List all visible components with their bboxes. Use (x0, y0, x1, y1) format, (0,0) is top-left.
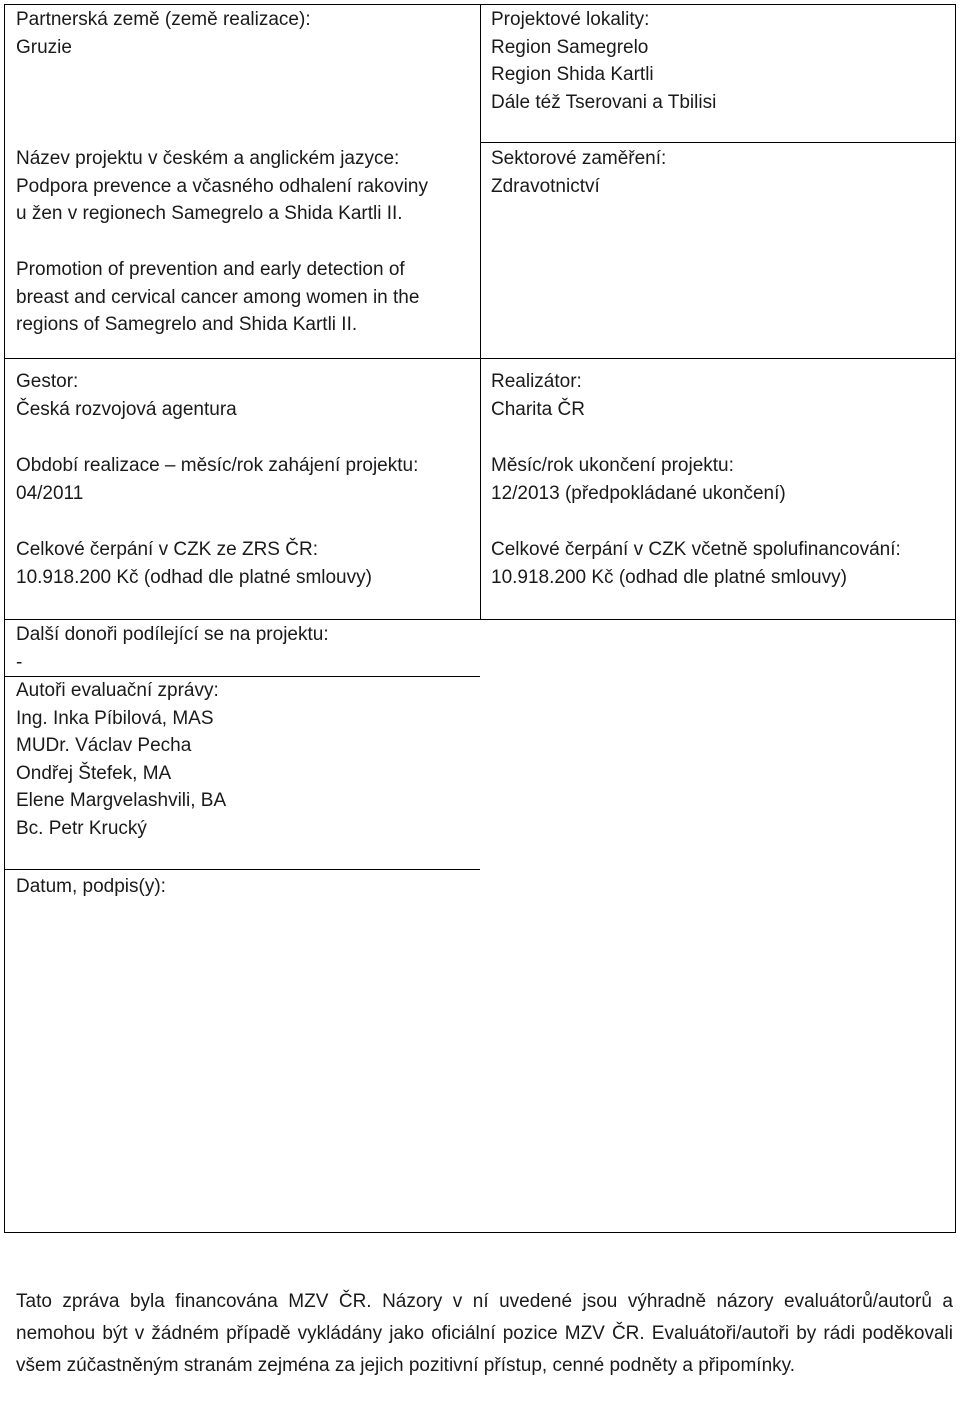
project-name-en-line-3: regions of Samegrelo and Shida Kartli II. (16, 314, 358, 335)
project-name-en (16, 256, 419, 339)
project-name-en-line-2: breast and cervical cancer among women in the (16, 286, 420, 308)
spend-total-value: 10.918.200 Kč (odhad dle platné smlouvy) (491, 566, 847, 588)
spend-zrs-label: Celkové čerpání v CZK ze ZRS ČR: (16, 539, 318, 560)
signature-cell (16, 873, 166, 901)
gestor-cell (16, 368, 237, 423)
column-divider (480, 4, 481, 620)
implementer-value: Charita ČR (491, 398, 585, 420)
project-locality-2: Region Shida Kartli (491, 64, 654, 85)
sector-label: Sektorové zaměření: (491, 148, 667, 169)
authors-label: Autoři evaluační zprávy: (16, 680, 219, 701)
row-divider-1 (4, 358, 956, 359)
author-name: Elene Margvelashvili, BA (16, 790, 227, 811)
project-name-label: Název projektu v českém a anglickém jazyce: (16, 148, 400, 169)
row-divider-2 (4, 619, 956, 620)
sector-cell (491, 145, 666, 200)
project-name-cz-line-1: Podpora prevence a včasného odhalení rakoviny (16, 175, 428, 197)
project-localities-cell (491, 6, 716, 116)
funding-note: Tato zpráva byla financována MZV ČR. Názory v ní uvedené jsou výhradně názory evaluátorů/autorů a nemohou být v žádném případě vykládány jako oficiální pozice MZV ČR. Evaluátoři/autoři by rádi poděkovali všem zúčastněným stranám zejména za jejich pozitivní přístup, cenné podněty a připomínky. (16, 1291, 953, 1376)
period-end-label: Měsíc/rok ukončení projektu: (491, 455, 734, 476)
project-name-cz-line-2: u žen v regionech Samegrelo a Shida Kartli II. (16, 203, 403, 224)
implementer-label: Realizátor: (491, 371, 582, 392)
author-name: Bc. Petr Krucký (16, 817, 147, 839)
sector-value: Zdravotnictví (491, 175, 600, 197)
project-locality-1: Region Samegrelo (491, 36, 649, 58)
period-start-cell (16, 452, 418, 507)
partner-country-value: Gruzie (16, 36, 72, 58)
author-name: Ing. Inka Píbilová, MAS (16, 707, 214, 729)
partner-country-cell (16, 6, 311, 61)
period-start-value: 04/2011 (16, 482, 84, 504)
gestor-value: Česká rozvojová agentura (16, 398, 237, 420)
implementer-cell (491, 368, 585, 423)
donors-label: Další donoři podílející se na projektu: (16, 624, 329, 645)
donors-cell (16, 621, 329, 676)
gestor-label: Gestor: (16, 371, 79, 392)
authors-cell (16, 677, 226, 842)
project-localities-label: Projektové lokality: (491, 9, 650, 30)
partner-country-label: Partnerská země (země realizace): (16, 9, 311, 30)
spend-total-label: Celkové čerpání v CZK včetně spolufinancování: (491, 539, 901, 560)
period-end-value: 12/2013 (předpokládané ukončení) (491, 482, 786, 504)
row-divider-4 (4, 869, 480, 870)
row-divider-right-1 (480, 142, 956, 143)
author-name: MUDr. Václav Pecha (16, 735, 192, 756)
project-name-en-line-1: Promotion of prevention and early detection of (16, 259, 405, 280)
spend-zrs-value: 10.918.200 Kč (odhad dle platné smlouvy) (16, 566, 372, 588)
signature-label: Datum, podpis(y): (16, 876, 166, 897)
period-start-label: Období realizace – měsíc/rok zahájení projektu: (16, 455, 419, 476)
spend-total-cell (491, 536, 901, 591)
spend-zrs-cell (16, 536, 372, 591)
project-name-cell (16, 145, 428, 228)
period-end-cell (491, 452, 786, 507)
project-locality-3: Dále též Tserovani a Tbilisi (491, 91, 717, 113)
author-name: Ondřej Štefek, MA (16, 762, 172, 784)
table-border-bottom (4, 1232, 956, 1233)
donors-value: - (16, 651, 23, 673)
